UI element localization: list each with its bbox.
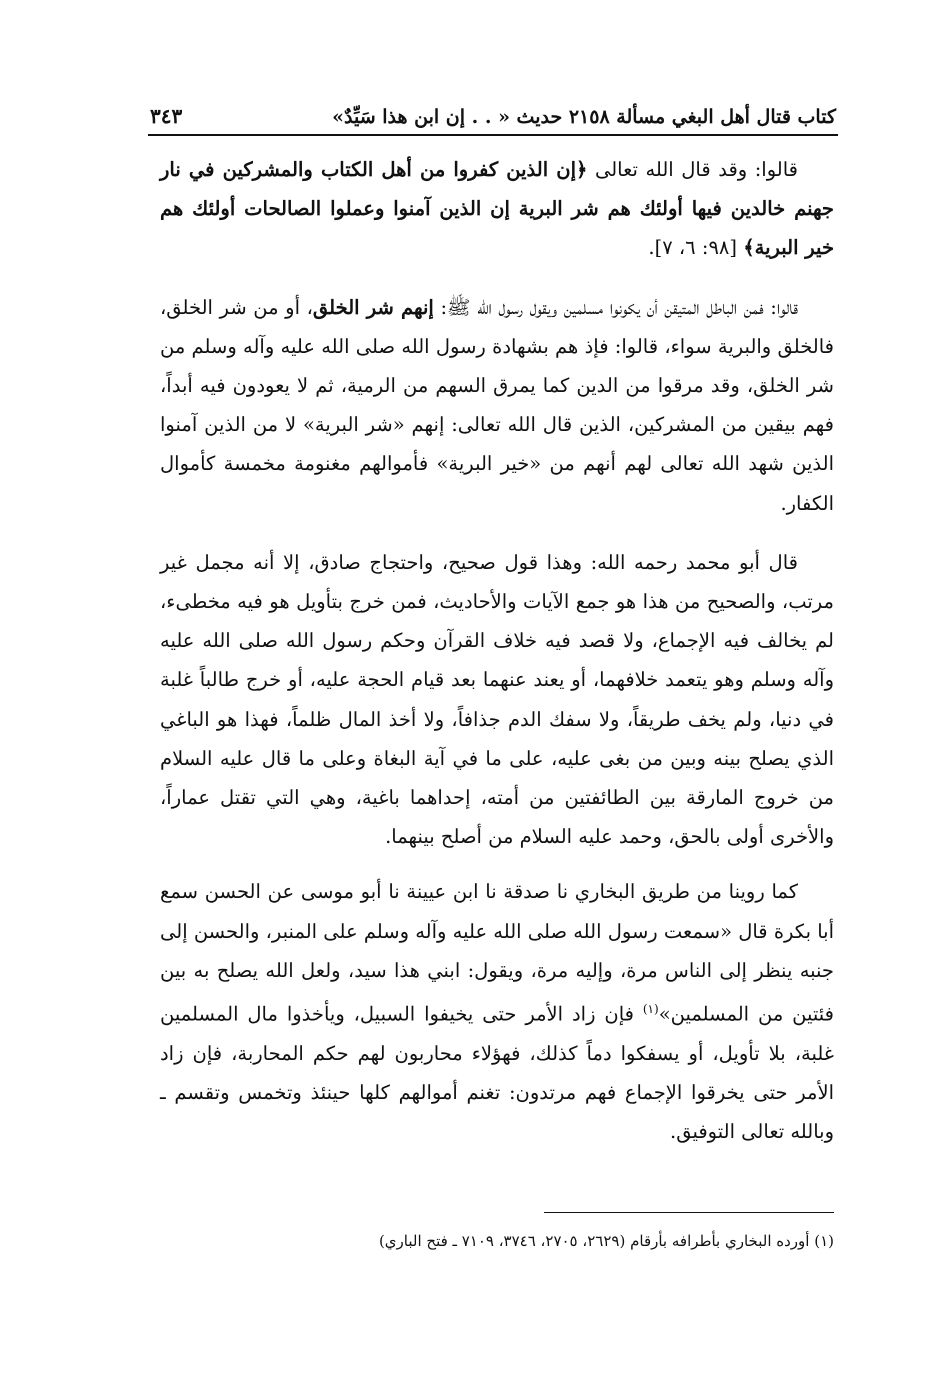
- paragraph-hadith-argument: [160, 288, 834, 523]
- header-rule: [148, 134, 838, 136]
- paragraph-abu-muhammad: قال أبو محمد رحمه الله: وهذا قول صحيح، واحتجاج صادق، إلا أنه مجمل غير مرتب، والصحيح من هذا هو جمع الآيات والأحاديث، فمن خرج بتأويل هو فيه مخطىء، لم يخالف فيه الإجماع، ولا قصد فيه خلاف القرآن وحكم رسول الله صلى الله عليه وآله وسلم وهو يتعمد خلافهما، أو يعند عنهما بعد قيام الحجة عليه، أو خرج طالباً غلبة في دنيا، ولم يخف طريقاً، ولا سفك الدم جذافاً، ولا أخذ المال ظلماً، فهذا هو الباغي الذي يصلح بينه وبين من بغى عليه، على ما في آية البغاة وعلى ما قال عليه السلام من خروج المارقة بين الطائفتين من أمته، إحداهما باغية، وهي التي تقتل عماراً، والأخرى أولى بالحق، وحمد عليه السلام من أصلح بينهما.: [160, 550, 834, 849]
- hadith-quote: إنهم شر الخلق: [312, 295, 434, 319]
- header-title: كتاب قتال أهل البغي مسألة ٢١٥٨ حديث « . . إن ابن هذا سَيِّدٌ»: [332, 106, 836, 128]
- paragraph-bukhari-narration: [160, 872, 834, 1151]
- footnote-rule: [544, 1212, 834, 1213]
- page-number: ٣٤٣: [150, 104, 183, 128]
- quran-verse: ﴿إن الذين كفروا من أهل الكتاب والمشركين في نار جهنم خالدين فيها أولئك هم شر البرية إن الذين آمنوا وعملوا الصالحات أولئك هم خير البرية﴾: [160, 158, 834, 260]
- verse-reference: [٩٨: ٦، ٧].: [648, 236, 744, 260]
- paragraph-quran-quote: [160, 150, 834, 268]
- ruling-text: فإن زاد الأمر حتى يخيفوا السبيل، ويأخذوا مال المسلمين غلبة، بلا تأويل، أو يسفكوا دماً كذلك، فهؤلاء محاربون لهم حكم المحاربة، فإن زاد الأمر حتى يخرقوا الإجماع فهم مرتدون: تغنم أموالهم كلها حينئذ وتخمس وتقسم ـ وبالله تعالى التوفيق.: [160, 1002, 834, 1144]
- footnote-mark[interactable]: (١): [642, 1002, 659, 1017]
- paragraph-2-intro: قالوا: فمن الباطل المتيقن أن يكونوا مسلمين ويقول رسول الله ﷺ:: [433, 295, 799, 319]
- main-text: [160, 150, 834, 1167]
- narration-text: كما روينا من طريق البخاري نا صدقة نا ابن عيينة نا أبو موسى عن الحسن سمع أبا بكرة قال «سمعت رسول الله صلى الله عليه وآله وسلم على المنبر، والحسن إلى جنبه ينظر إلى الناس مرة، وإليه مرة، ويقول: ابني هذا سيد، ولعل الله يصلح به بين فئتين من المسلمين»: [160, 880, 834, 1026]
- paragraph-1-intro: قالوا: وقد قال الله تعالى: [587, 158, 799, 181]
- running-header: [150, 92, 836, 128]
- footnote: (١) أورده البخاري بأطرافه بأرقام (٢٦٢٩، ٢٧٠٥، ٣٧٤٦، ٧١٠٩ ـ فتح الباري): [378, 1232, 834, 1250]
- paragraph-2-rest: ، أو من شر الخلق، فالخلق والبرية سواء، قالوا: فإذ هم بشهادة رسول الله صلى الله عليه وآله وسلم من شر الخلق، وقد مرقوا من الدين كما يمرق السهم من الرمية، ثم لا يعودون فيه أبداً، فهم بيقين من المشركين، الذين قال الله تعالى: إنهم «شر البرية» لا من الذين آمنوا الذين شهد الله تعالى لهم أنهم من «خير البرية» فأموالهم مغنومة مخمسة كأموال الكفار.: [160, 295, 834, 515]
